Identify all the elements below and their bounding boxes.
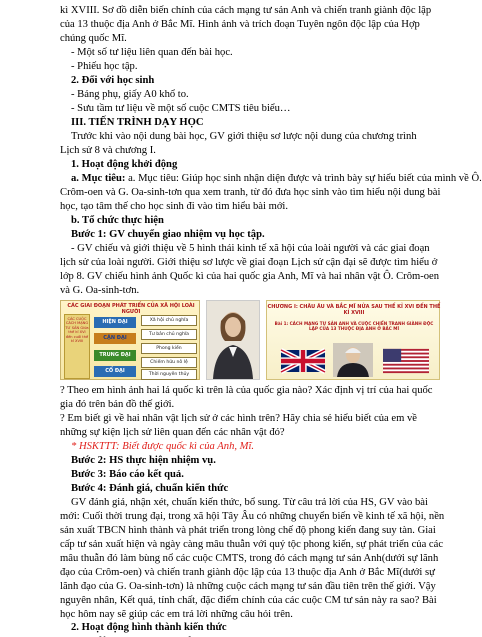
list-item: - Một số tư liệu liên quan đến bài học.	[71, 47, 233, 58]
paragraph-line: a. Mục tiêu: a. Mục tiêu: Giúp học sinh nhận diện được và trình bày sự hiểu biết của mình về Ô.	[71, 173, 482, 184]
paragraph-line: lãnh đạo của G. Oa-sinh-tơn) là những cuộc cách mạng tư sản đầu tiên trên thế giới. Vậy	[60, 581, 436, 592]
paragraph-line: đạo của Crôm-oen) và chiến tranh giành độc lập của 13 thuộc địa Anh ở Bắc Mĩ(dưới sự	[60, 567, 435, 578]
question-line: ? Em biết gì về hai nhân vật lịch sử ở các hình trên? Hãy chia sẻ hiểu biết của em về	[60, 413, 417, 424]
chapter-slide	[266, 300, 440, 380]
section-heading: 2. Đối với học sinh	[71, 75, 155, 86]
list-item: - Bảng phụ, giấy A0 khổ to.	[71, 89, 189, 100]
lesson-figure	[60, 300, 440, 380]
paragraph-line: GV đánh giá, nhận xét, chuẩn kiến thức, bổ sung. Từ câu trả lời của HS, GV vào bài	[71, 497, 428, 508]
section-heading: 2. Hoạt động hình thành kiến thức	[71, 622, 227, 633]
step-heading: Bước 3: Báo cáo kết quả.	[71, 469, 184, 480]
question-line: ? Theo em hình ảnh hai lá quốc kì trên là của quốc gia nào? Xác định vị trí của hai quốc	[60, 385, 433, 396]
question-line: gia đó trên bản đồ thế giới.	[60, 399, 175, 410]
paragraph-line: chúng quốc Mĩ.	[60, 33, 127, 44]
us-flag-icon	[383, 347, 429, 375]
stage-box: Phong kiến	[141, 343, 197, 354]
era-label: CỔ ĐẠI	[94, 366, 136, 377]
goal-text: a. Mục tiêu: Giúp học sinh nhận diện được và trình bày sự hiểu biết của mình về Ô.	[128, 173, 482, 184]
uk-flag-icon	[281, 347, 325, 375]
chapter-title: CHƯƠNG I: CHÂU ÂU VÀ BẮC MĨ NỬA SAU THẾ KỈ XVI ĐẾN THẾ KỈ XVIII	[267, 304, 441, 316]
stage-box: Chiếm hữu nô lệ	[141, 357, 197, 368]
side-note: CÁC CUỘC CÁCH MẠNG TƯ SẢN Giữa thế kỉ XVI đến cuối thế kỉ XVIII	[64, 314, 90, 379]
paragraph-line: Crôm-oen và G. Oa-sinh-tơn qua xem tranh, từ đó đưa học sinh vào tìm hiểu nội dung bài	[60, 187, 441, 198]
paragraph-line: nguyên nhân, Kết quả, tính chất, đặc điểm chính của các cuộc CM tư sản này ra sao? Bài	[60, 595, 437, 606]
panel-title: CÁC GIAI ĐOẠN PHÁT TRIỂN CỦA XÃ HỘI LOÀI NGƯỜI	[67, 303, 195, 315]
stage-box: Xã hội chủ nghĩa	[141, 315, 197, 326]
question-line: những sự kiện lịch sử liên quan đến các nhân vật đó?	[60, 427, 285, 438]
section-heading: b. Tổ chức thực hiện	[71, 215, 164, 226]
list-item: - Phiếu học tập.	[71, 61, 138, 72]
portrait-icon	[207, 301, 259, 379]
list-item: - Sưu tầm tư liệu về một số cuộc CMTS tiêu biểu…	[71, 103, 291, 114]
era-label: HIỆN ĐẠI	[94, 317, 136, 328]
stage-box: Thời nguyên thủy	[141, 369, 197, 380]
special-note: * HSKTTT: Biết được quốc kì của Anh, Mĩ.	[71, 441, 255, 452]
paragraph-line: của 13 thuộc địa Anh ở Bắc Mĩ. Hình ảnh và trích đoạn Tuyên ngôn độc lập của Hợp	[60, 19, 420, 30]
paragraph-line: - GV chiếu và giới thiệu về 5 hình thái kinh tế xã hội của loài người và các giai đoạn	[71, 243, 430, 254]
paragraph-line: học, tạo tâm thế cho học sinh đi vào tìm hiểu bài mới.	[60, 201, 289, 212]
section-heading: III. TIẾN TRÌNH DẠY HỌC	[71, 117, 204, 128]
history-stages-panel	[60, 300, 200, 380]
paragraph-line: mâu thuẫn đó làm bùng nổ các cuộc CMTS, trong đó cách mạng tư sản Anh(dưới sự lãnh	[60, 553, 439, 564]
step-heading: Bước 4: Đánh giá, chuẩn kiến thức	[71, 483, 229, 494]
paragraph-line: và G. Oa-sinh-tơn.	[60, 285, 140, 296]
section-heading: 1. Hoạt động khởi động	[71, 159, 178, 170]
era-label: TRUNG ĐẠI	[94, 350, 136, 361]
paragraph-line: Lịch sử 8 và chương I.	[60, 145, 156, 156]
paragraph-line: cấp tư sản xuất hiện và ngày càng mâu thuẫn với quý tộc phong kiến, sự phát triển của các	[60, 539, 444, 550]
paragraph-line: lịch sử của loài người. Giới thiệu sơ lược về giai đoạn Lịch sử cận đại sẽ được tìm hiểu ở	[60, 257, 438, 268]
paragraph-line: mới: Cuối thời trung đại, trong xã hội Tây Âu có những chuyển biến về kinh tế xã hội, nền	[60, 511, 445, 522]
portrait-image	[206, 300, 260, 380]
step-heading: Bước 2: HS thực hiện nhiệm vụ.	[71, 455, 216, 466]
paragraph-line: lớp 8. GV chiếu hình ảnh Quốc kì của hai quốc gia Anh, Mĩ và hai nhân vật Ô. Crôm-oen	[60, 271, 440, 282]
paragraph-line: kì XVIII. Sơ đồ diễn biến chính của cách mạng tư sản Anh và chiến tranh giành độc lập	[60, 5, 432, 16]
era-label: CẬN ĐẠI	[94, 333, 136, 344]
stage-box: Tư bản chủ nghĩa	[141, 329, 197, 340]
paragraph-line: học hôm nay sẽ giúp các em trả lời những câu hỏi trên.	[60, 609, 293, 620]
portrait-icon	[333, 343, 373, 377]
paragraph-line: Trước khi vào nội dung bài học, GV giới thiệu sơ lược nội dung của chương trình	[71, 131, 417, 142]
step-heading: Bước 1: GV chuyển giao nhiệm vụ học tập.	[71, 229, 265, 240]
lesson-title: Bài 1: CÁCH MẠNG TƯ SẢN ANH VÀ CUỘC CHIẾN TRANH GIÀNH ĐỘC LẬP CỦA 13 THUỘC ĐỊA ANH Ở BẮC MĨ	[274, 321, 434, 331]
paragraph-line: sản xuất TBCN hình thành và phát triển trong lòng chế độ phong kiến đang suy tàn. Giai	[60, 525, 436, 536]
